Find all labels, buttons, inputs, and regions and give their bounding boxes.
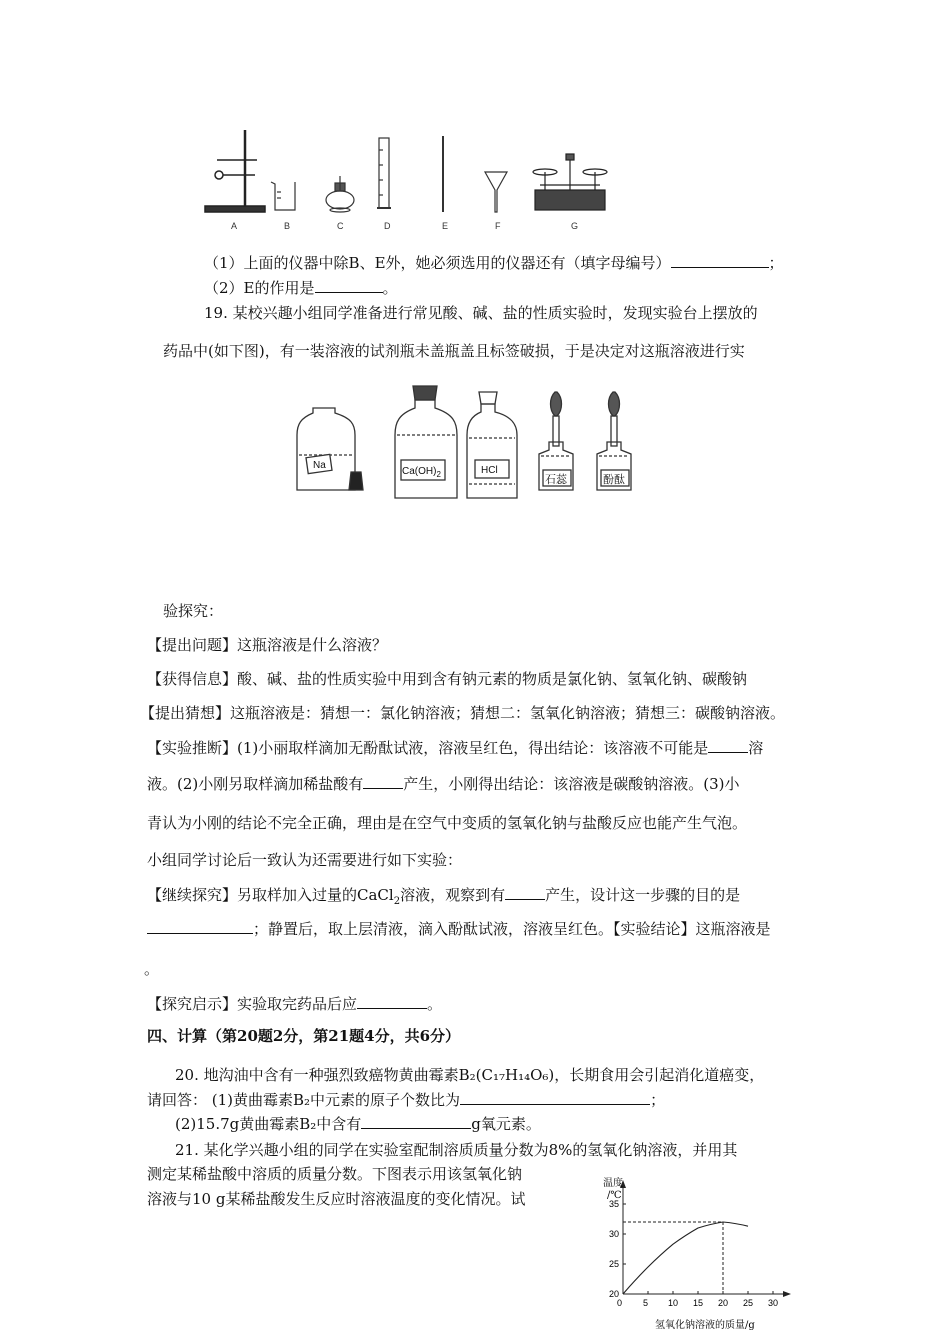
apparatus-figure xyxy=(195,120,625,235)
beaker-icon xyxy=(271,182,295,210)
q19-continue-text3: 产生，设计这一步骤的目的是 xyxy=(545,886,741,904)
apparatus-label-b: B xyxy=(284,221,291,231)
q18-part1-text: （1）上面的仪器中除B、E外，她必须选用的仪器还有（填字母编号） xyxy=(204,254,671,272)
answer-blank[interactable] xyxy=(361,1114,471,1129)
q19-hint-text: 【探究启示】实验取完药品后应 xyxy=(147,995,358,1013)
chart-ylabel-line2: /℃ xyxy=(607,1190,622,1201)
answer-blank[interactable] xyxy=(708,738,748,753)
section-heading: 四、计算（第20题2分，第21题4分，共6分） xyxy=(147,1027,461,1045)
chart-xlabel: 氢氧化钠溶液的质量/g xyxy=(655,1320,755,1331)
q19-infer-line3: 青认为小刚的结论不完全正确，理由是在空气中变质的氢氧化钠与盐酸反应也能产生气泡。 xyxy=(147,814,748,832)
q18-part2 xyxy=(204,277,398,298)
answer-blank[interactable] xyxy=(147,919,253,934)
reagent-bottles-figure xyxy=(295,380,645,505)
x-tick-label: 5 xyxy=(643,1298,649,1308)
q20-line2-suffix: ； xyxy=(650,1091,666,1109)
chart-ylabel-line1: 温度 xyxy=(603,1178,623,1189)
x-axis-arrow-icon xyxy=(783,1291,791,1297)
open-bottle-icon xyxy=(297,408,363,490)
q20-line3-suffix: g氧元素。 xyxy=(471,1115,541,1133)
funnel-icon xyxy=(485,172,507,212)
bottle-label-phenolphthalein: 酚酞 xyxy=(603,473,625,486)
bottle-label-na: Na xyxy=(313,460,326,471)
answer-blank[interactable] xyxy=(363,774,403,789)
x-tick-label: 0 xyxy=(617,1298,623,1308)
q19-infer-b1: 液。(2)小刚另取样滴加稀盐酸有 xyxy=(147,775,364,793)
x-tick-label: 30 xyxy=(768,1298,779,1308)
y-tick-label: 20 xyxy=(609,1289,620,1299)
x-tick-label: 25 xyxy=(743,1298,754,1308)
answer-blank[interactable] xyxy=(460,1090,650,1105)
bottle-label-hcl: HCl xyxy=(481,465,498,476)
q20-line2-text: 请回答： (1)黄曲霉素B₂中元素的原子个数比为 xyxy=(147,1091,461,1109)
bottle-label-caoh: $Ca(OH)_2$ xyxy=(402,466,441,479)
q19-continue-line1 xyxy=(147,884,740,907)
x-tick-label: 15 xyxy=(693,1298,704,1308)
q19-intro-line3: 验探究： xyxy=(163,602,224,620)
q19-continue-sub: 2 xyxy=(393,896,401,907)
graduated-cylinder-icon xyxy=(377,138,391,208)
bottle-label-litmus: 石蕊 xyxy=(545,473,567,486)
y-tick-label: 25 xyxy=(609,1259,620,1269)
answer-blank[interactable] xyxy=(315,278,383,293)
apparatus-label-d: D xyxy=(384,221,391,231)
q19-infer-end: 溶 xyxy=(748,739,764,757)
q18-part1-suffix: ； xyxy=(768,254,784,272)
temperature-curve xyxy=(623,1222,748,1294)
q19-guess: 【提出猜想】这瓶溶液是：猜想一：氯化钠溶液；猜想二：氢氧化钠溶液；猜想三：碳酸钠溶液。 xyxy=(140,704,786,722)
q19-continue-text1: 【继续探究】另取样加入过量的CaCl xyxy=(147,886,394,904)
q20-line3 xyxy=(175,1113,541,1134)
temperature-chart xyxy=(595,1172,795,1332)
apparatus-label-f: F xyxy=(495,221,501,231)
x-tick-label: 10 xyxy=(668,1298,679,1308)
q18-part2-text: （2）E的作用是 xyxy=(204,279,315,297)
y-tick-label: 35 xyxy=(609,1199,620,1209)
x-tick-label: 20 xyxy=(718,1298,729,1308)
apparatus-label-c: C xyxy=(337,221,344,231)
apparatus-label-a: A xyxy=(231,221,238,231)
apparatus-label-e: E xyxy=(442,221,449,231)
q19-discuss: 小组同学讨论后一致认为还需要进行如下实验： xyxy=(147,851,463,869)
q19-infer-line2 xyxy=(147,773,740,794)
q19-hint-suffix: 。 xyxy=(427,995,443,1013)
q19-infer-text: 【实验推断】(1)小丽取样滴加无酚酞试液，溶液呈红色，得出结论：该溶液不可能是 xyxy=(147,739,709,757)
q19-infer-line1 xyxy=(147,737,763,758)
balance-icon xyxy=(533,154,607,210)
q19-ask: 【提出问题】这瓶溶液是什么溶液？ xyxy=(147,636,388,654)
q21-line2: 测定某稀盐酸中溶质的质量分数。下图表示用该氢氧化钠 xyxy=(147,1165,523,1183)
q19-continue-text2: 溶液，观察到有 xyxy=(400,886,506,904)
q20-line2 xyxy=(147,1089,665,1110)
q19-infer-b2: 产生，小刚得出结论：该溶液是碳酸钠溶液。(3)小 xyxy=(403,775,740,793)
q19-conclusion-period: 。 xyxy=(144,960,160,978)
q21-line3: 溶液与10 g某稀盐酸发生反应时溶液温度的变化情况。试 xyxy=(147,1190,526,1208)
stoppered-bottle-icon xyxy=(395,386,457,498)
iron-stand-icon xyxy=(205,130,265,212)
q20-line1: 20. 地沟油中含有一种强烈致癌物黄曲霉素B₂(C₁₇H₁₄O₆)，长期食用会引起消化道癌变， xyxy=(175,1066,765,1084)
q19-hint xyxy=(147,993,442,1014)
q20-line3-text: (2)15.7g黄曲霉素B₂中含有 xyxy=(175,1115,362,1133)
q19-intro-line1: 19. 某校兴趣小组同学准备进行常见酸、碱、盐的性质实验时，发现实验台上摆放的 xyxy=(204,304,758,322)
stoppered-bottle-icon xyxy=(467,392,517,498)
q18-part2-suffix: 。 xyxy=(382,279,398,297)
q18-part1 xyxy=(204,252,784,273)
q19-continue-line2 xyxy=(147,918,771,939)
apparatus-label-g: G xyxy=(571,221,579,231)
answer-blank[interactable] xyxy=(505,885,545,900)
answer-blank[interactable] xyxy=(357,994,427,1009)
answer-blank[interactable] xyxy=(671,253,769,268)
q19-intro-line2: 药品中(如下图)，有一装溶液的试剂瓶未盖瓶盖且标签破损，于是决定对这瓶溶液进行实 xyxy=(163,342,745,360)
q19-continue-line2-text: ；静置后，取上层清液，滴入酚酞试液，溶液呈红色。【实验结论】这瓶溶液是 xyxy=(253,920,771,938)
alcohol-lamp-icon xyxy=(326,176,354,212)
q21-line1: 21. 某化学兴趣小组的同学在实验室配制溶质质量分数为8%的氢氧化钠溶液，并用其 xyxy=(175,1141,738,1159)
q19-info: 【获得信息】酸、碱、盐的性质实验中用到含有钠元素的物质是氯化钠、氢氧化钠、碳酸钠 xyxy=(147,670,748,688)
y-tick-label: 30 xyxy=(609,1229,620,1239)
